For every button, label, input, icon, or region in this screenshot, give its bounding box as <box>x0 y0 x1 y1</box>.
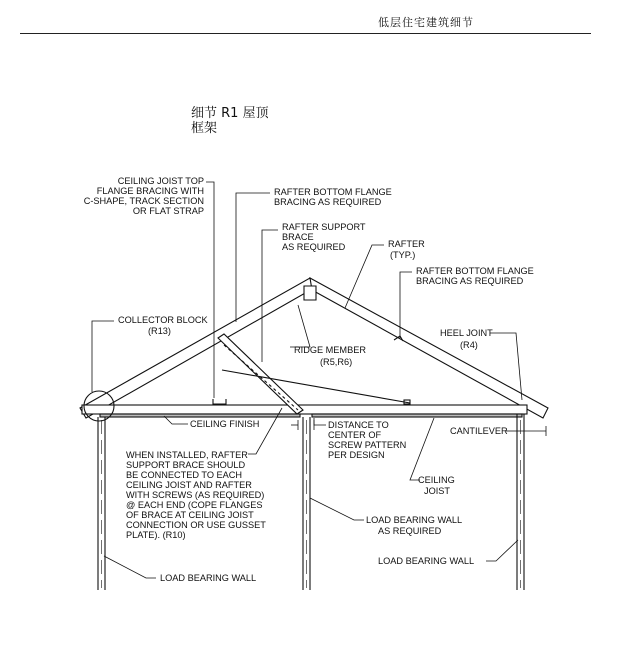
header-title: 低层住宅建筑细节 <box>378 16 474 29</box>
joist-top-bracing-clip <box>213 399 226 404</box>
label-line: (R5,R6) <box>320 357 353 367</box>
label-line: OF BRACE AT CEILING JOIST <box>126 510 254 520</box>
label-line: WITH SCREWS (AS REQUIRED) <box>126 490 265 500</box>
label-line: BRACING AS REQUIRED <box>416 276 524 286</box>
label-distance-to-center <box>328 420 406 460</box>
label-line: CANTILEVER <box>450 426 508 436</box>
label-line: FLANGE BRACING WITH <box>96 186 204 196</box>
label-line: CEILING FINISH <box>190 419 260 429</box>
label-ceiling-joist <box>418 475 455 496</box>
label-line: AS REQUIRED <box>378 526 442 536</box>
label-line: @ EACH END (COPE FLANGES <box>126 500 263 510</box>
label-load-bearing-wall-right <box>378 556 474 566</box>
label-line: OR FLAT STRAP <box>132 206 204 216</box>
center-wall <box>303 417 310 590</box>
label-rafter-bottom-flange-1 <box>274 187 392 207</box>
label-line: HEEL JOINT <box>440 328 493 338</box>
label-line: RAFTER <box>388 239 425 249</box>
label-collector-block <box>118 315 209 336</box>
left-wall <box>98 417 105 590</box>
label-line: LOAD BEARING WALL <box>378 556 475 566</box>
label-line: DISTANCE TO <box>328 420 389 430</box>
label-line: WHEN INSTALLED, RAFTER <box>126 450 248 460</box>
right-wall <box>517 414 524 590</box>
ceiling-finish-layer <box>100 414 300 417</box>
label-line: C-SHAPE, TRACK SECTION <box>83 196 204 206</box>
label-line: (R4) <box>460 340 478 350</box>
label-line: CEILING JOIST TOP <box>117 176 204 186</box>
label-line: CEILING JOIST AND RAFTER <box>126 480 252 490</box>
label-line: RAFTER BOTTOM FLANGE <box>416 266 534 276</box>
label-line: RIDGE MEMBER <box>294 345 366 355</box>
detail-title-line-2: 框架 <box>191 121 218 136</box>
rafter-bottom-flange-bracing-line <box>222 370 410 403</box>
detail-title-line-1: 细节 R1 屋顶 <box>191 106 269 121</box>
label-heel-joint <box>440 328 493 350</box>
label-load-bearing-wall-as-required <box>366 515 462 536</box>
label-line: CONNECTION OR USE GUSSET <box>126 520 266 530</box>
ridge-member <box>304 286 316 300</box>
label-line: COLLECTOR BLOCK <box>118 315 208 325</box>
label-line: (TYP.) <box>390 250 416 260</box>
label-rafter <box>388 239 425 260</box>
label-line: BE CONNECTED TO EACH <box>126 470 243 480</box>
label-ceiling-joist-bracing <box>84 176 204 216</box>
label-cantilever <box>450 426 508 436</box>
label-rafter-support-brace <box>282 222 366 252</box>
label-line: LOAD BEARING WALL <box>160 573 257 583</box>
label-ridge-member <box>294 345 366 367</box>
label-line: CEILING <box>418 475 455 485</box>
label-rafter-bottom-flange-2 <box>416 266 534 286</box>
label-ceiling-finish <box>190 419 259 429</box>
rafter-support-brace <box>218 334 303 414</box>
label-line: SUPPORT BRACE SHOULD <box>126 460 246 470</box>
label-line: JOIST <box>424 486 451 496</box>
label-line: PER DESIGN <box>328 450 385 460</box>
label-line: LOAD BEARING WALL <box>366 515 463 525</box>
label-line: BRACING AS REQUIRED <box>274 197 382 207</box>
label-line: CENTER OF <box>328 430 382 440</box>
ceiling-joist <box>82 405 527 414</box>
label-load-bearing-wall-left <box>160 573 256 583</box>
ceiling-finish-layer-right <box>312 414 522 417</box>
label-line: SCREW PATTERN <box>328 440 407 450</box>
label-line: BRACE <box>282 232 314 242</box>
label-installed-note <box>126 450 266 540</box>
label-line: (R13) <box>148 326 171 336</box>
label-line: RAFTER SUPPORT <box>282 222 366 232</box>
label-line: PLATE). (R10) <box>126 530 186 540</box>
label-line: RAFTER BOTTOM FLANGE <box>274 187 392 197</box>
label-line: AS REQUIRED <box>282 242 346 252</box>
